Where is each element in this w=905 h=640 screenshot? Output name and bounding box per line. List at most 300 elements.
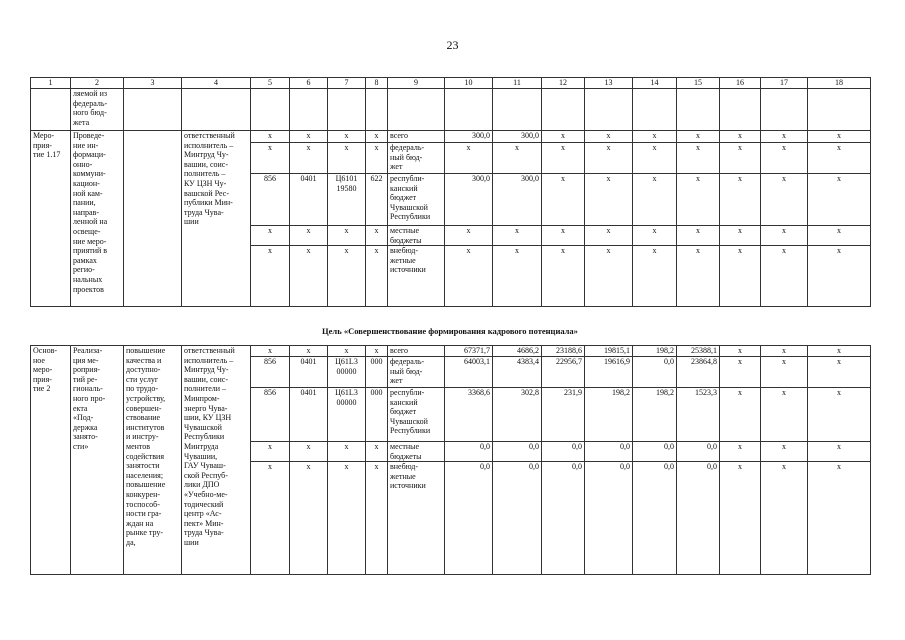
value-cell-text: x (268, 131, 272, 140)
column-header (124, 78, 182, 89)
value-cell (761, 246, 808, 307)
value-cell-text: x (515, 246, 519, 256)
value-cell (328, 174, 366, 226)
measure-executor-text: ответственный исполнитель – Минтруд Чу- вашии, соис- полнители – Минпром- энерго Чува- шии, КУ ЦЗН Чувашской Республики Минтруда Чувашии, ГАУ Чуваш- ской Респуб- лики ДПО «Учебно-ме- тодический центр «Ас- пект» Мин- труда Чува- шии (184, 346, 235, 547)
value-cell-text: 0,0 (572, 442, 582, 451)
measure-executor (182, 346, 251, 575)
value-cell-text: 231,9 (564, 388, 582, 397)
value-cell-text: x (738, 226, 742, 235)
empty-cell (808, 89, 871, 131)
value-cell-text: x (738, 174, 742, 183)
value-cell (290, 462, 328, 575)
value-cell (633, 143, 677, 174)
value-cell-text: x (606, 246, 611, 256)
value-cell (290, 131, 328, 143)
value-cell (542, 346, 585, 357)
value-cell-text: x (306, 462, 311, 472)
value-cell-text: x (738, 346, 742, 355)
value-cell (761, 226, 808, 246)
value-cell (445, 131, 493, 143)
value-cell (720, 388, 761, 442)
value-cell-text: x (782, 131, 786, 140)
measure-name-text: Проведе- ние ин- формаци- онно- коммуни- кацион- ной кам- пании, направ- ленной на освеще- ние меро- приятий в рамках регио- нальных проектов (73, 131, 108, 294)
value-cell-text: x (837, 346, 841, 355)
value-cell-text: x (738, 143, 742, 152)
value-cell (366, 442, 388, 462)
value-cell (633, 131, 677, 143)
value-cell (808, 246, 871, 307)
value-cell (388, 174, 445, 226)
column-header (31, 78, 71, 89)
value-cell (761, 131, 808, 143)
value-cell-text: республи- канский бюджет Чувашской Республики (390, 174, 431, 222)
value-cell-text: 0,0 (620, 462, 630, 472)
empty-cell (445, 89, 493, 131)
value-cell-text: x (652, 246, 657, 256)
value-cell (542, 388, 585, 442)
value-cell (633, 346, 677, 357)
column-header (388, 78, 445, 89)
value-cell-text: республи- канский бюджет Чувашской Республики (390, 388, 431, 436)
value-cell-text: Ц61L3 00000 (335, 388, 358, 407)
value-cell (493, 346, 542, 357)
column-header-text: 17 (780, 78, 788, 87)
value-cell (633, 388, 677, 442)
value-cell-text: x (561, 246, 565, 256)
column-header-text: 14 (650, 78, 659, 87)
value-cell (445, 442, 493, 462)
column-header-text: 9 (414, 78, 418, 87)
column-header-text: 6 (306, 78, 311, 87)
column-header-text: 11 (513, 78, 521, 87)
value-cell (585, 246, 633, 307)
value-cell-text: x (837, 246, 841, 256)
empty-cell (328, 89, 366, 131)
value-cell (366, 131, 388, 143)
value-cell-text: x (561, 226, 565, 235)
value-cell (585, 346, 633, 357)
value-cell (808, 131, 871, 143)
empty-cell (720, 89, 761, 131)
value-cell (366, 388, 388, 442)
measure-number (31, 131, 71, 307)
value-cell-text: x (782, 246, 786, 256)
value-cell-text: x (344, 246, 349, 256)
value-cell (251, 388, 290, 442)
value-cell-text: x (344, 462, 349, 472)
value-cell (585, 226, 633, 246)
value-cell (290, 143, 328, 174)
value-cell-text: 856 (264, 357, 276, 366)
value-cell (677, 174, 720, 226)
value-cell-text: x (466, 143, 471, 152)
value-cell (585, 442, 633, 462)
value-cell (677, 357, 720, 388)
measure-name (71, 131, 124, 307)
value-cell (542, 462, 585, 575)
value-cell-text: x (515, 143, 519, 152)
value-cell-text: x (268, 442, 272, 451)
value-cell-text: x (738, 357, 742, 366)
value-cell-text: x (606, 131, 611, 140)
value-cell (290, 346, 328, 357)
empty-cell (31, 89, 71, 131)
value-cell (720, 246, 761, 307)
empty-cell (182, 89, 251, 131)
value-cell-text: местные бюджеты (390, 226, 422, 245)
value-cell (366, 357, 388, 388)
value-cell (677, 143, 720, 174)
value-cell (388, 131, 445, 143)
value-cell-text: 856 (264, 388, 276, 397)
value-cell-text: x (782, 357, 786, 366)
value-cell (366, 346, 388, 357)
column-header (720, 78, 761, 89)
value-cell-text: x (782, 388, 786, 397)
value-cell (720, 346, 761, 357)
value-cell-text: 0,0 (707, 442, 717, 451)
column-header (761, 78, 808, 89)
value-cell (251, 462, 290, 575)
table-row (31, 131, 871, 143)
value-cell (251, 246, 290, 307)
value-cell-text: x (606, 174, 611, 183)
column-header (493, 78, 542, 89)
value-cell (720, 131, 761, 143)
value-cell-text: внебюд- жетные источники (390, 462, 426, 491)
empty-cell (290, 89, 328, 131)
column-header-text: 2 (95, 78, 99, 87)
value-cell-text: x (268, 226, 272, 235)
value-cell-text: x (306, 143, 311, 152)
value-cell-text: 302,8 (521, 388, 539, 397)
value-cell (542, 174, 585, 226)
value-cell (388, 462, 445, 575)
value-cell-text: x (652, 226, 657, 235)
value-cell-text: x (837, 442, 841, 451)
column-header (182, 78, 251, 89)
value-cell-text: всего (390, 131, 409, 140)
goal-title: Цель «Совершенствование формирования кадрового потенциала» (322, 326, 578, 336)
value-cell-text: 0,0 (664, 462, 674, 472)
value-cell (761, 462, 808, 575)
value-cell (677, 246, 720, 307)
value-cell (493, 226, 542, 246)
column-header (290, 78, 328, 89)
continuation-text-text: ляемой из федераль- ного бюд- жета (73, 89, 108, 127)
value-cell (677, 442, 720, 462)
value-cell (328, 442, 366, 462)
value-cell (585, 357, 633, 388)
continuation-text (71, 89, 124, 131)
value-cell (808, 388, 871, 442)
value-cell-text: 19616,9 (604, 357, 630, 366)
empty-cell (251, 89, 290, 131)
value-cell-text: x (374, 143, 379, 152)
value-cell-text: 0,0 (664, 442, 674, 451)
value-cell-text: x (738, 442, 742, 451)
column-header-text: 16 (736, 78, 744, 87)
value-cell (585, 143, 633, 174)
value-cell (493, 442, 542, 462)
value-cell-text: x (306, 131, 311, 140)
value-cell-text: x (374, 442, 379, 451)
empty-cell (761, 89, 808, 131)
value-cell (720, 143, 761, 174)
measure-name-text: Реализа- ция ме- роприя- тий ре- гиональ- ного про- екта «Под- держка занято- сти» (73, 346, 106, 451)
value-cell-text: 300,0 (521, 174, 539, 183)
value-cell (493, 174, 542, 226)
value-cell-text: x (782, 462, 786, 472)
value-cell-text: местные бюджеты (390, 442, 422, 461)
value-cell-text: x (268, 143, 272, 152)
value-cell-text: внебюд- жетные источники (390, 246, 426, 275)
value-cell-text: федераль- ный бюд- жет (390, 357, 425, 386)
value-cell-text: x (652, 143, 657, 152)
value-cell-text: x (374, 246, 379, 256)
value-cell (493, 246, 542, 307)
column-header-text: 13 (604, 78, 613, 87)
value-cell-text: Ц61L3 00000 (335, 357, 358, 376)
column-header (677, 78, 720, 89)
value-cell (388, 442, 445, 462)
value-cell (493, 357, 542, 388)
value-cell-text: 0,0 (529, 462, 539, 472)
value-cell (290, 226, 328, 246)
value-cell (388, 346, 445, 357)
value-cell-text: x (652, 131, 657, 140)
value-cell (388, 246, 445, 307)
page-number: 23 (446, 38, 459, 52)
value-cell-text: x (344, 442, 349, 451)
value-cell (585, 388, 633, 442)
measure-result-text: повышение качества и доступно- сти услуг по трудо- устройству, совершен- ствование институтов и инстру- ментов содействия занятости населения; повышение конкурен- тоспособ- ности гра- ждан на рынке тру- да, (126, 346, 166, 547)
empty-cell (388, 89, 445, 131)
column-header (808, 78, 871, 89)
value-cell (328, 246, 366, 307)
value-cell (328, 131, 366, 143)
value-cell (388, 357, 445, 388)
value-cell-text: 19815,1 (604, 346, 630, 355)
value-cell-text: всего (390, 346, 409, 355)
value-cell (366, 143, 388, 174)
value-cell (388, 226, 445, 246)
value-cell-text: x (344, 226, 349, 235)
column-header (251, 78, 290, 89)
value-cell-text: x (837, 462, 841, 472)
value-cell (542, 143, 585, 174)
value-cell-text: x (782, 226, 786, 235)
value-cell (808, 226, 871, 246)
value-cell-text: 000 (370, 388, 383, 397)
column-header-text: 7 (344, 78, 349, 87)
value-cell (445, 143, 493, 174)
value-cell-text: x (782, 442, 786, 451)
value-cell-text: 0,0 (480, 442, 490, 451)
value-cell (366, 246, 388, 307)
value-cell-text: 0401 (300, 388, 317, 397)
value-cell (542, 226, 585, 246)
empty-cell (633, 89, 677, 131)
value-cell (290, 174, 328, 226)
value-cell-text: 1523,3 (695, 388, 717, 397)
value-cell-text: x (561, 174, 565, 183)
value-cell (445, 346, 493, 357)
value-cell-text: x (782, 346, 786, 355)
value-cell (542, 246, 585, 307)
value-cell-text: x (306, 442, 311, 451)
value-cell-text: x (374, 131, 379, 140)
value-cell-text: x (374, 226, 379, 235)
value-cell-text: x (782, 143, 786, 152)
budget-table-lower (30, 345, 871, 575)
value-cell-text: 300,0 (472, 174, 490, 183)
value-cell-text: x (606, 143, 611, 152)
value-cell-text: x (306, 226, 311, 235)
value-cell (761, 143, 808, 174)
value-cell (720, 174, 761, 226)
value-cell-text: 000 (370, 357, 383, 366)
value-cell (328, 357, 366, 388)
value-cell (808, 357, 871, 388)
column-header-text: 18 (835, 78, 843, 87)
value-cell-text: 25388,1 (691, 346, 717, 355)
value-cell (808, 442, 871, 462)
value-cell (633, 357, 677, 388)
value-cell-text: x (344, 131, 349, 140)
value-cell (251, 226, 290, 246)
value-cell (633, 462, 677, 575)
value-cell-text: 3368,6 (468, 388, 490, 397)
value-cell (633, 442, 677, 462)
value-cell-text: 0,0 (529, 442, 539, 451)
value-cell-text: 67371,7 (464, 346, 490, 355)
value-cell (761, 357, 808, 388)
value-cell (808, 143, 871, 174)
value-cell (328, 346, 366, 357)
value-cell-text: x (696, 131, 700, 140)
value-cell-text: x (782, 174, 786, 183)
value-cell-text: 23188,6 (556, 346, 582, 355)
measure-result (124, 346, 182, 575)
empty-cell (366, 89, 388, 131)
value-cell-text: x (466, 246, 471, 256)
table-row (31, 346, 871, 357)
measure-result (124, 131, 182, 307)
value-cell-text: 4686,2 (517, 346, 539, 355)
column-header-text: 12 (559, 78, 567, 87)
value-cell-text: x (738, 246, 742, 256)
value-cell (633, 226, 677, 246)
value-cell (585, 131, 633, 143)
value-cell (388, 388, 445, 442)
value-cell-text: x (306, 346, 311, 355)
value-cell-text: 300,0 (472, 131, 490, 140)
value-cell (388, 143, 445, 174)
value-cell (761, 346, 808, 357)
value-cell (761, 388, 808, 442)
value-cell (445, 357, 493, 388)
value-cell (251, 174, 290, 226)
value-cell-text: 0,0 (480, 462, 490, 472)
column-header-text: 5 (268, 78, 272, 87)
value-cell-text: 622 (370, 174, 383, 183)
value-cell (808, 462, 871, 575)
value-cell (542, 131, 585, 143)
value-cell-text: x (466, 226, 471, 235)
column-header-text: 15 (694, 78, 702, 87)
value-cell-text: 0,0 (707, 462, 717, 472)
value-cell (677, 226, 720, 246)
value-cell-text: 198,2 (656, 388, 674, 397)
empty-cell (124, 89, 182, 131)
value-cell-text: x (344, 143, 349, 152)
value-cell (251, 357, 290, 388)
value-cell (445, 388, 493, 442)
value-cell (720, 462, 761, 575)
value-cell (251, 143, 290, 174)
value-cell-text: x (268, 246, 272, 256)
value-cell-text: 0401 (300, 174, 317, 183)
value-cell-text: x (652, 174, 657, 183)
empty-cell (542, 89, 585, 131)
value-cell-text: 198,2 (656, 346, 674, 355)
value-cell (290, 357, 328, 388)
value-cell (493, 131, 542, 143)
value-cell (720, 442, 761, 462)
value-cell (720, 357, 761, 388)
column-header-text: 3 (150, 78, 155, 87)
column-header (328, 78, 366, 89)
measure-number-text: Основ- ное меро- прия- тие 2 (33, 346, 58, 394)
value-cell (808, 174, 871, 226)
value-cell-text: x (738, 462, 742, 472)
value-cell (290, 442, 328, 462)
value-cell-text: x (837, 388, 841, 397)
column-header-text: 8 (374, 78, 379, 87)
value-cell-text: федераль- ный бюд- жет (390, 143, 425, 172)
value-cell (633, 174, 677, 226)
value-cell-text: x (606, 226, 611, 235)
value-cell-text: 0401 (300, 357, 317, 366)
value-cell (290, 388, 328, 442)
value-cell-text: 856 (264, 174, 276, 183)
value-cell-text: x (696, 226, 700, 235)
value-cell-text: x (837, 174, 841, 183)
value-cell-text: x (837, 226, 841, 235)
value-cell (633, 246, 677, 307)
measure-executor-text: ответственный исполнитель – Минтруд Чу- вашии, соис- полнитель – КУ ЦЗН Чу- вашской Рес- публики Мин- труда Чува- шии (184, 131, 235, 227)
value-cell (542, 442, 585, 462)
value-cell-text: x (696, 174, 700, 183)
column-header (542, 78, 585, 89)
measure-executor (182, 131, 251, 307)
value-cell (251, 131, 290, 143)
value-cell (445, 226, 493, 246)
empty-cell (585, 89, 633, 131)
value-cell-text: 300,0 (521, 131, 539, 140)
value-cell (445, 174, 493, 226)
value-cell-text: x (561, 143, 565, 152)
value-cell (328, 462, 366, 575)
budget-table-upper (30, 77, 871, 307)
value-cell (677, 346, 720, 357)
value-cell-text: x (374, 346, 379, 355)
value-cell-text: 64003,1 (464, 357, 490, 366)
value-cell (585, 462, 633, 575)
value-cell (328, 388, 366, 442)
value-cell (585, 174, 633, 226)
